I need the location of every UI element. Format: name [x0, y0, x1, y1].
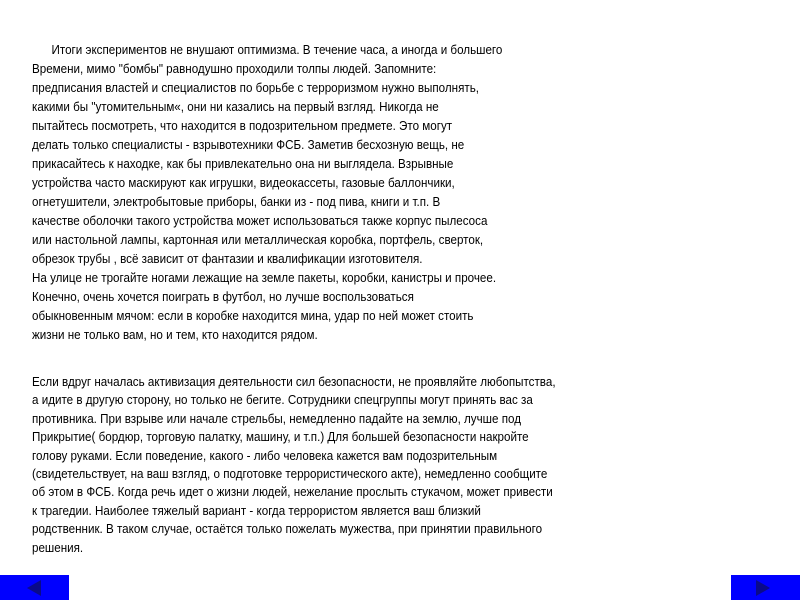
- text-line: обыкновенным мячом: если в коробке находится мина, удар по ней может стоить: [32, 309, 474, 323]
- text-line: предписания властей и специалистов по борьбе с терроризмом нужно выполнять,: [32, 81, 480, 95]
- text-line: или настольной лампы, картонная или металлическая коробка, портфель, сверток,: [32, 233, 484, 247]
- text-line: (свидетельствует, на ваш взгляд, о подготовке террористического акте), немедленно сообщите: [32, 466, 548, 481]
- text-line: устройства часто маскируют как игрушки, видеокассеты, газовые баллончики,: [32, 176, 455, 190]
- text-line: противника. При взрыве или начале стрельбы, немедленно падайте на землю, лучше под: [32, 411, 521, 426]
- text-line: Конечно, очень хочется поиграть в футбол, но лучше воспользоваться: [32, 290, 414, 304]
- paragraph-1: [32, 41, 538, 345]
- text-line: об этом в ФСБ. Когда речь идет о жизни людей, нежелание прослыть стукачом, может привести: [32, 485, 553, 500]
- paragraph-2: [32, 373, 595, 557]
- text-line: огнетушители, электробытовые приборы, банки из - под пива, книги и т.п. В: [32, 195, 441, 209]
- text-line: Прикрытие( бордюр, торговую палатку, машину, и т.п.) Для большей безопасности накройте: [32, 430, 529, 445]
- text-line: обрезок трубы , всё зависит от фантазии и квалификации изготовителя.: [32, 252, 423, 266]
- text-line: пытайтесь посмотреть, что находится в подозрительном предмете. Это могут: [32, 119, 453, 133]
- text-line: жизни не только вам, но и тем, кто находится рядом.: [32, 328, 318, 342]
- triangle-right-icon: [756, 580, 770, 596]
- text-line: качестве оболочки такого устройства может использоваться также корпус пылесоса: [32, 214, 488, 228]
- text-line: к трагедии. Наиболее тяжелый вариант - когда террористом является ваш близкий: [32, 503, 481, 518]
- text-line: а идите в другую сторону, но только не бегите. Сотрудники спецгруппы могут принять вас за: [32, 393, 533, 408]
- previous-slide-button[interactable]: [0, 575, 69, 600]
- triangle-left-icon: [27, 580, 41, 596]
- text-line: родственник. В таком случае, остаётся только пожелать мужества, при принятии правильного: [32, 522, 543, 537]
- text-line: Времени, мимо "бомбы" равнодушно проходили толпы людей. Запомните:: [32, 62, 437, 76]
- text-line: делать только специалисты - взрывотехники ФСБ. Заметив бесхозную вещь, не: [32, 138, 465, 152]
- text-line: голову руками. Если поведение, какого - либо человека кажется вам подозрительным: [32, 448, 498, 463]
- text-line: На улице не трогайте ногами лежащие на земле пакеты, коробки, канистры и прочее.: [32, 271, 497, 285]
- text-line: Если вдруг началась активизация деятельности сил безопасности, не проявляйте любопытства,: [32, 375, 556, 389]
- text-line: решения.: [32, 540, 84, 555]
- text-line: какими бы "утомительным«, они ни казались на первый взгляд. Никогда не: [32, 100, 439, 114]
- next-slide-button[interactable]: [731, 575, 800, 600]
- text-line: прикасайтесь к находке, как бы привлекательно она ни выглядела. Взрывные: [32, 157, 454, 171]
- text-line: Итоги экспериментов не внушают оптимизма. В течение часа, а иногда и большего: [51, 43, 503, 57]
